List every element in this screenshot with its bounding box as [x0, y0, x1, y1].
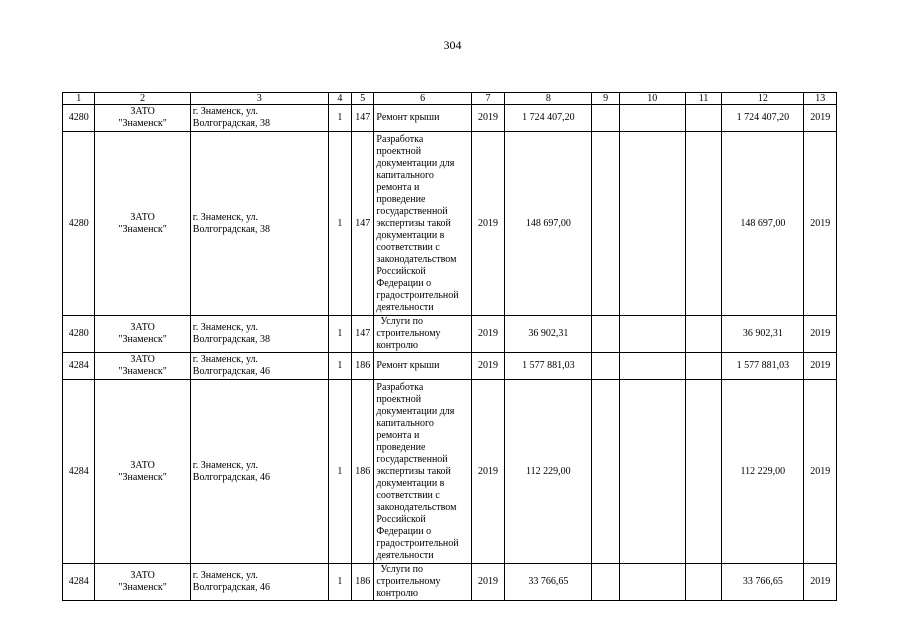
cell-cost: 33 766,65 — [505, 564, 592, 601]
cell-address-line: Волгоградская, 46 — [192, 471, 270, 483]
cell-municipality — [95, 564, 190, 601]
cell-address — [190, 132, 328, 316]
header-cell: 10 — [619, 93, 685, 105]
header-cell: 1 — [63, 93, 95, 105]
cell-municipality-line: ЗАТО — [130, 106, 155, 117]
cell-work-type-line: Услуги по — [380, 316, 424, 327]
cell-col11 — [685, 132, 722, 316]
header-cell: 13 — [804, 93, 837, 105]
cell-work-type-line: документации в — [376, 229, 445, 241]
cell-work-type-line: Разработка — [376, 381, 424, 393]
cell-address-line: г. Знаменск, ул. — [192, 106, 259, 117]
cell-year: 2019 — [471, 105, 504, 132]
cell-work-type-line: ремонта и — [376, 181, 420, 193]
cell-work-type-line: Российской — [376, 513, 426, 525]
cell-work-type-line: капитального — [376, 169, 434, 181]
cell-work-type-line: деятельности — [376, 549, 434, 561]
cell-total: 1 724 407,20 — [722, 105, 804, 132]
cell-col4: 1 — [328, 105, 351, 132]
cell-col10 — [619, 105, 685, 132]
cell-year-end: 2019 — [804, 316, 837, 353]
cell-total: 112 229,00 — [722, 380, 804, 564]
cell-cost: 1 577 881,03 — [505, 353, 592, 380]
cell-municipality-line: ЗАТО — [130, 459, 155, 471]
cell-municipality-line: ЗАТО — [130, 354, 155, 365]
cell-year-end: 2019 — [804, 105, 837, 132]
header-cell: 7 — [471, 93, 504, 105]
cell-municipality-line: "Знаменск" — [118, 471, 167, 483]
cell-house-id: 4284 — [63, 353, 95, 380]
table-row — [63, 380, 837, 564]
cell-year: 2019 — [471, 132, 504, 316]
cell-work-type-line: соответствии с — [376, 489, 440, 501]
cell-address-line: г. Знаменск, ул. — [192, 459, 259, 471]
cell-year-end: 2019 — [804, 132, 837, 316]
cell-work-type-line: законодательством — [376, 501, 457, 513]
cell-municipality — [95, 105, 190, 132]
header-cell: 9 — [592, 93, 619, 105]
cell-total: 33 766,65 — [722, 564, 804, 601]
cell-col10 — [619, 316, 685, 353]
table-row — [63, 316, 837, 353]
cell-col11 — [685, 105, 722, 132]
cell-col9 — [592, 353, 619, 380]
cell-work-type-line: Услуги по — [380, 564, 424, 575]
cell-col9 — [592, 380, 619, 564]
cell-address-line: Волгоградская, 46 — [192, 366, 270, 377]
cell-col5: 147 — [352, 316, 374, 353]
cell-municipality-line: "Знаменск" — [118, 366, 167, 377]
cell-address-line: Волгоградская, 38 — [192, 334, 270, 345]
cell-total: 1 577 881,03 — [722, 353, 804, 380]
cell-house-id: 4280 — [63, 105, 95, 132]
cell-col5: 186 — [352, 353, 374, 380]
cell-col11 — [685, 353, 722, 380]
cell-address-line: г. Знаменск, ул. — [192, 570, 259, 581]
cell-work-type-line: деятельности — [376, 301, 434, 313]
cell-work-type-line: строительному — [376, 328, 441, 339]
cell-cost: 148 697,00 — [505, 132, 592, 316]
cell-work-type-line: ремонта и — [376, 429, 420, 441]
cell-work-type-line: проектной — [376, 393, 422, 405]
cell-year: 2019 — [471, 380, 504, 564]
cell-cost: 36 902,31 — [505, 316, 592, 353]
header-cell: 5 — [352, 93, 374, 105]
cell-work-type — [374, 380, 471, 564]
cell-cost: 1 724 407,20 — [505, 105, 592, 132]
table-row — [63, 105, 837, 132]
cell-col11 — [685, 564, 722, 601]
cell-work-type-line: строительному — [376, 576, 441, 587]
cell-cost: 112 229,00 — [505, 380, 592, 564]
cell-year-end: 2019 — [804, 353, 837, 380]
cell-address-line: г. Знаменск, ул. — [192, 322, 259, 333]
header-cell: 12 — [722, 93, 804, 105]
cell-address — [190, 353, 328, 380]
cell-work-type — [374, 564, 471, 601]
cell-work-type-line: контролю — [376, 340, 418, 351]
cell-work-type-line: Ремонт крыши — [376, 360, 440, 371]
cell-municipality — [95, 316, 190, 353]
cell-work-type — [374, 316, 471, 353]
cell-work-type-line: проведение — [376, 441, 426, 453]
cell-col4: 1 — [328, 564, 351, 601]
cell-work-type-line: государственной — [376, 205, 448, 217]
table-row — [63, 132, 837, 316]
cell-work-type-line: Разработка — [376, 133, 424, 145]
cell-work-type — [374, 353, 471, 380]
cell-total: 148 697,00 — [722, 132, 804, 316]
cell-house-id: 4280 — [63, 132, 95, 316]
header-cell: 11 — [685, 93, 722, 105]
works-table — [62, 92, 837, 601]
cell-address — [190, 564, 328, 601]
cell-work-type-line: законодательством — [376, 253, 457, 265]
cell-year-end: 2019 — [804, 564, 837, 601]
cell-address-line: Волгоградская, 46 — [192, 582, 270, 593]
cell-address — [190, 380, 328, 564]
header-cell: 2 — [95, 93, 190, 105]
page-number: 304 — [443, 38, 462, 52]
cell-col4: 1 — [328, 380, 351, 564]
cell-work-type — [374, 105, 471, 132]
cell-work-type-line: документации в — [376, 477, 445, 489]
cell-municipality — [95, 380, 190, 564]
cell-address — [190, 316, 328, 353]
cell-municipality-line: "Знаменск" — [118, 582, 167, 593]
cell-house-id: 4284 — [63, 380, 95, 564]
cell-municipality-line: "Знаменск" — [118, 118, 167, 129]
table-row — [63, 564, 837, 601]
cell-col9 — [592, 564, 619, 601]
table-row — [63, 353, 837, 380]
cell-work-type-line: контролю — [376, 588, 418, 599]
cell-col10 — [619, 564, 685, 601]
cell-col5: 147 — [352, 132, 374, 316]
header-cell: 4 — [328, 93, 351, 105]
cell-col4: 1 — [328, 132, 351, 316]
cell-col9 — [592, 105, 619, 132]
cell-work-type-line: Федерации о — [376, 525, 432, 537]
cell-work-type — [374, 132, 471, 316]
cell-municipality — [95, 132, 190, 316]
cell-col10 — [619, 132, 685, 316]
cell-address-line: Волгоградская, 38 — [192, 118, 270, 129]
cell-address-line: Волгоградская, 38 — [192, 223, 270, 235]
cell-col5: 186 — [352, 564, 374, 601]
cell-year: 2019 — [471, 316, 504, 353]
cell-col11 — [685, 316, 722, 353]
cell-municipality-line: "Знаменск" — [118, 223, 167, 235]
cell-year-end: 2019 — [804, 380, 837, 564]
header-cell: 3 — [190, 93, 328, 105]
cell-work-type-line: Ремонт крыши — [376, 112, 440, 123]
cell-year: 2019 — [471, 564, 504, 601]
cell-work-type-line: документации для — [376, 405, 455, 417]
cell-work-type-line: Российской — [376, 265, 426, 277]
cell-work-type-line: Федерации о — [376, 277, 432, 289]
cell-col9 — [592, 132, 619, 316]
cell-work-type-line: градостроительной — [376, 537, 459, 549]
cell-work-type-line: государственной — [376, 453, 448, 465]
cell-col10 — [619, 353, 685, 380]
cell-work-type-line: соответствии с — [376, 241, 440, 253]
cell-work-type-line: проектной — [376, 145, 422, 157]
cell-municipality-line: ЗАТО — [130, 211, 155, 223]
header-cell: 6 — [374, 93, 471, 105]
cell-year: 2019 — [471, 353, 504, 380]
cell-col5: 186 — [352, 380, 374, 564]
cell-work-type-line: капитального — [376, 417, 434, 429]
cell-work-type-line: проведение — [376, 193, 426, 205]
cell-work-type-line: экспертизы такой — [376, 465, 451, 477]
cell-col9 — [592, 316, 619, 353]
cell-work-type-line: документации для — [376, 157, 455, 169]
cell-col11 — [685, 380, 722, 564]
header-cell: 8 — [505, 93, 592, 105]
cell-municipality-line: "Знаменск" — [118, 334, 167, 345]
cell-house-id: 4280 — [63, 316, 95, 353]
cell-total: 36 902,31 — [722, 316, 804, 353]
cell-address-line: г. Знаменск, ул. — [192, 354, 259, 365]
cell-col4: 1 — [328, 316, 351, 353]
cell-municipality-line: ЗАТО — [130, 570, 155, 581]
cell-municipality — [95, 353, 190, 380]
cell-address — [190, 105, 328, 132]
cell-municipality-line: ЗАТО — [130, 322, 155, 333]
cell-col4: 1 — [328, 353, 351, 380]
cell-house-id: 4284 — [63, 564, 95, 601]
cell-col10 — [619, 380, 685, 564]
cell-address-line: г. Знаменск, ул. — [192, 211, 259, 223]
cell-work-type-line: градостроительной — [376, 289, 459, 301]
header-row — [63, 93, 837, 105]
cell-work-type-line: экспертизы такой — [376, 217, 451, 229]
cell-col5: 147 — [352, 105, 374, 132]
